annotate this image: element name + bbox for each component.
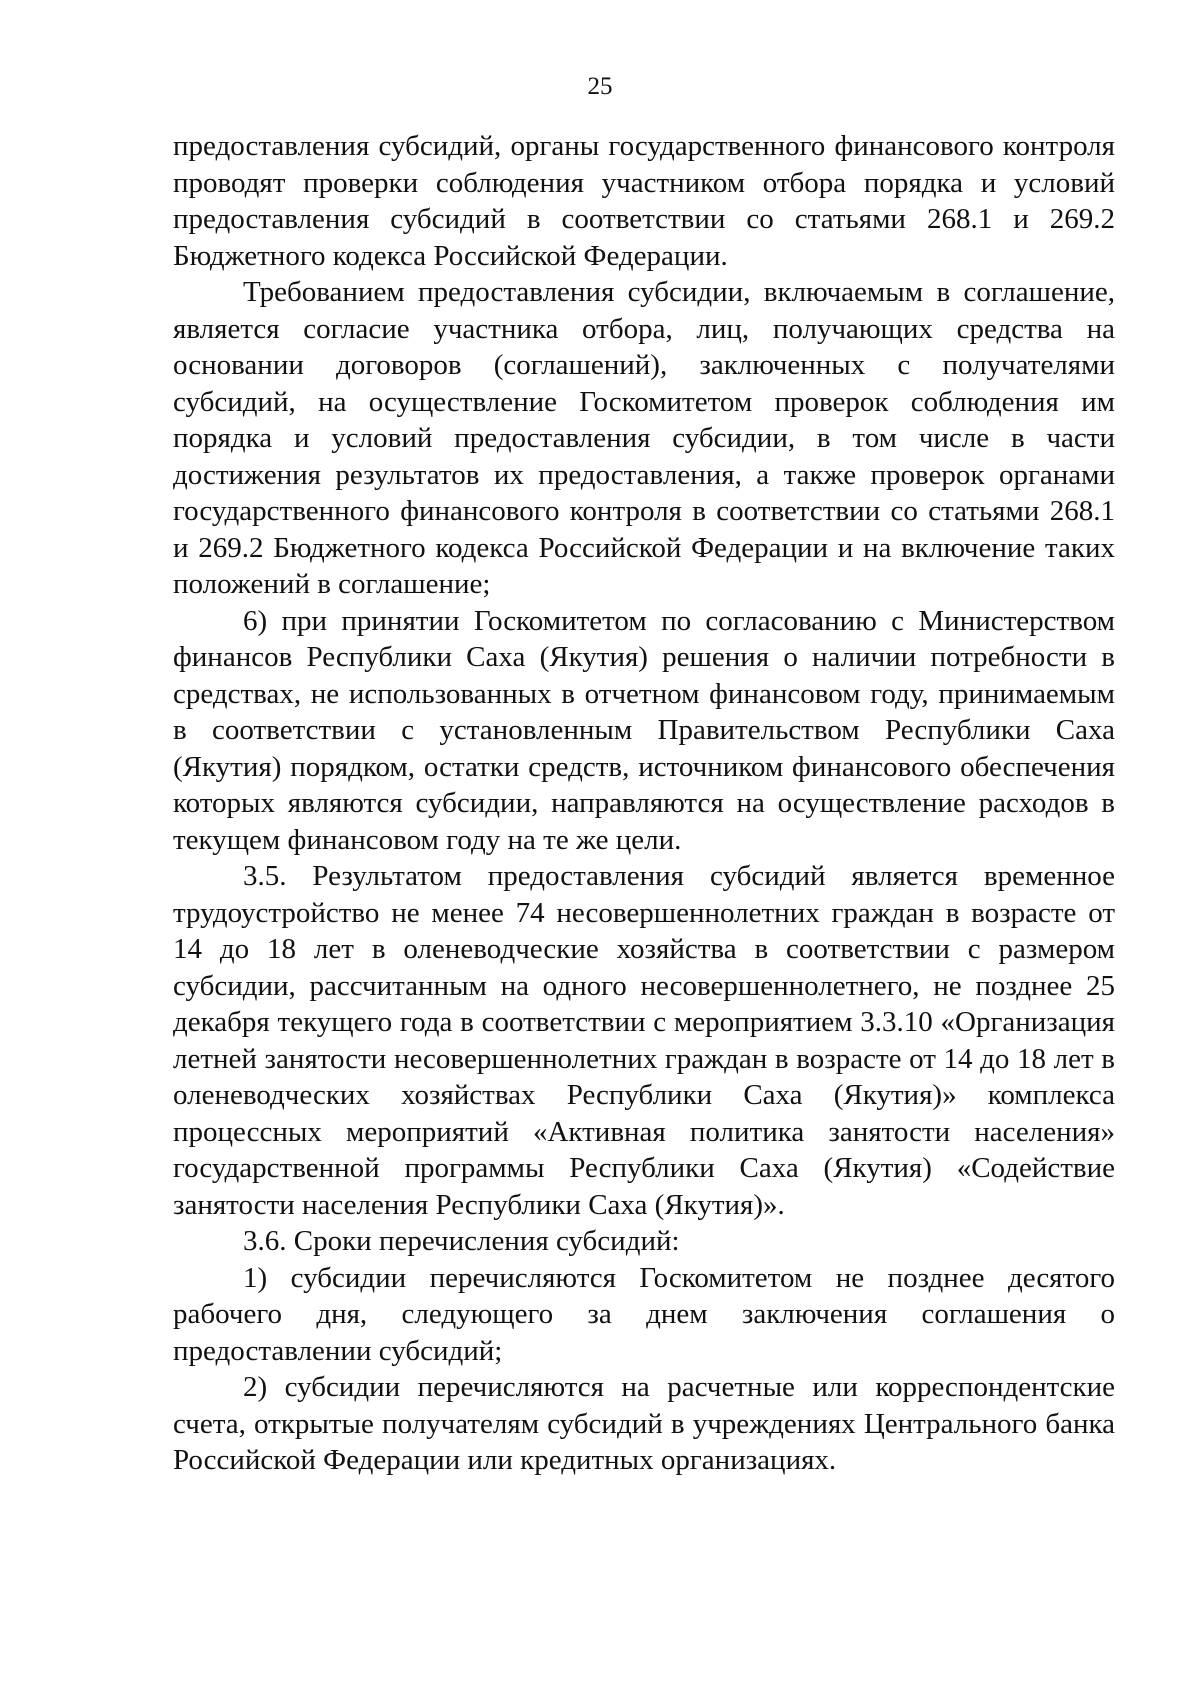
paragraph-4: 3.5. Результатом предоставления субсидий является временное трудоустройство не менее 74 несовершеннолетних граждан в возрасте от 14 до 18 лет в оленеводческие хозяйства в соответствии с размером субсидии, рассчитанным на одного несовершеннолетнего, не позднее 25 декабря текущего года в соответствии с мероприятием 3.3.10 «Организация летней занятости несовершеннолетних граждан в возрасте от 14 до 18 лет в оленеводческих хозяйствах Республики Саха (Якутия)» комплекса процессных мероприятий «Активная политика занятости населения» государственной программы Республики Саха (Якутия) «Содействие занятости населения Республики Саха (Якутия)». [173,860,1115,1221]
paragraph-2: Требованием предоставления субсидии, включаемым в соглашение, является согласие участника отбора, лиц, получающих средства на основании договоров (соглашений), заключенных с получателями субсидий, на осуществление Госкомитетом проверок соблюдения им порядка и условий предоставления субсидии, в том числе в части достижения результатов их предоставления, а также проверок органами государственного финансового контроля в соответствии со статьями 268.1 и 269.2 Бюджетного кодекса Российской Федерации и на включение таких положений в соглашение; [173,276,1115,600]
paragraph-7: 2) субсидии перечисляются на расчетные или корреспондентские счета, открытые получателям субсидий в учреждениях Центрального банка Российской Федерации или кредитных организациях. [173,1371,1115,1476]
paragraph-3: 6) при принятии Госкомитетом по согласованию с Министерством финансов Республики Саха (Якутия) решения о наличии потребности в средствах, не использованных в отчетном финансовом году, принимаемым в соответствии с установленным Правительством Республики Саха (Якутия) порядком, остатки средств, источником финансового обеспечения которых являются субсидии, направляются на осуществление расходов в текущем финансовом году на те же цели. [173,604,1115,856]
paragraph-6: 1) субсидии перечисляются Госкомитетом не позднее десятого рабочего дня, следующего за днем заключения соглашения о предоставлении субсидий; [173,1261,1115,1367]
paragraph-5: 3.6. Сроки перечисления субсидий: [243,1225,680,1257]
document-body [173,128,1115,1479]
page-number: 25 [587,73,613,100]
paragraph-1: предоставления субсидий, органы государственного финансового контроля проводят проверки соблюдения участником отбора порядка и условий предоставления субсидий в соответствии со статьями 268.1 и 269.2 Бюджетного кодекса Российской Федерации. [173,130,1115,272]
